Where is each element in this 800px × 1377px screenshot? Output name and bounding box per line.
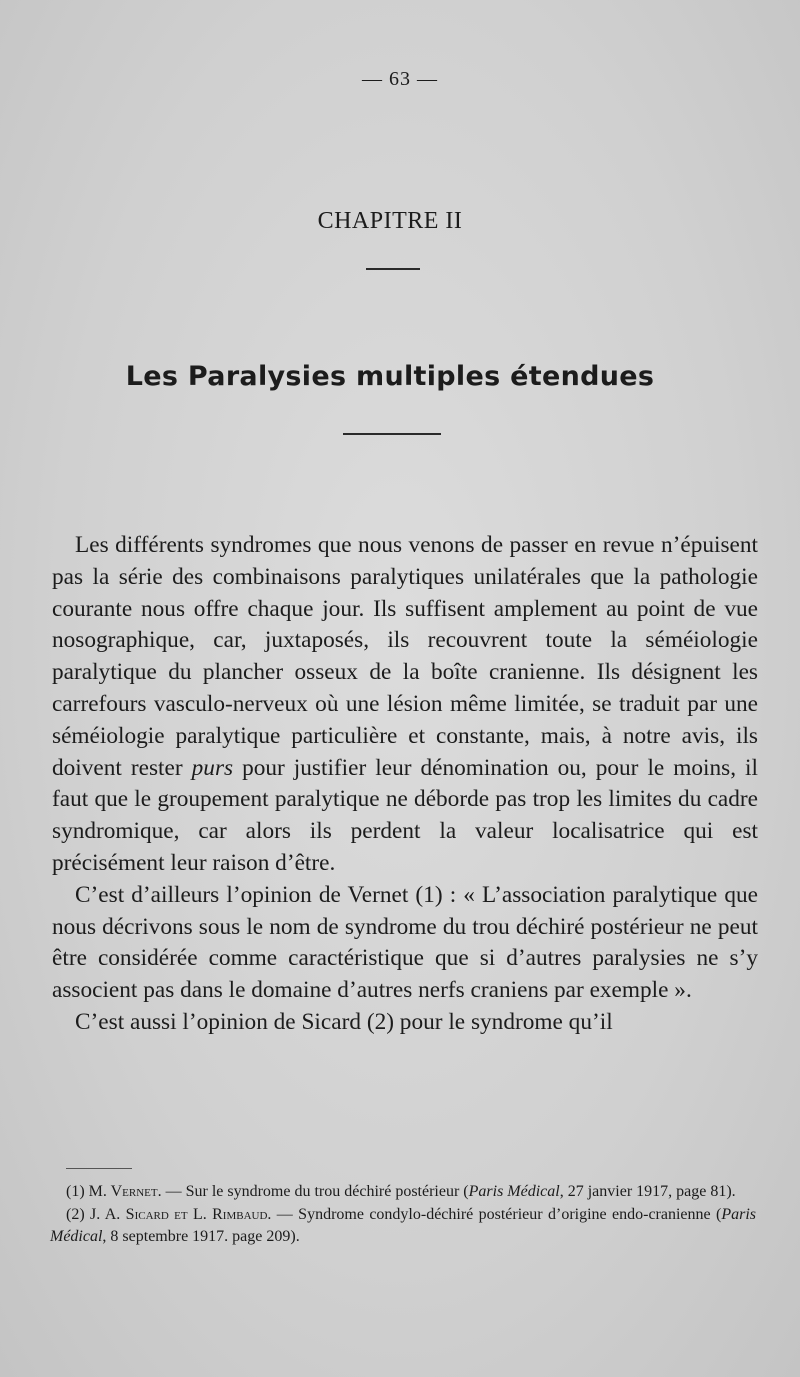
paragraph (52, 530, 758, 880)
paragraph-text: C’est aussi l’opinion de Sicard (2) pour le syndrome qu’il (75, 1008, 613, 1035)
paragraph-text: pour justifier leur dénomination ou, pour le moins, il faut que le groupement paralytique ne déborde pas trop les limites du cadre syndromique, car alors ils perdent la valeur localisatrice qui est précisément leur raison d’être. (52, 754, 759, 876)
footnote-number: (2) (66, 1205, 85, 1223)
footnote (50, 1181, 756, 1204)
paragraph (52, 1007, 758, 1039)
footnote-author: J. A. Sicard et L. Rimbaud. (90, 1205, 272, 1223)
paragraph-text: Les différents syndromes que nous venons de passer en revue n’épuisent pas la série des combinaisons paralytiques unilatérales que la pathologie courante nous offre chaque jour. Ils suffisent amplement au point de vue nosographique, car, juxtaposés, ils recouvrent toute la séméiologie paralytique du plancher osseux de la boîte cranienne. Ils désignent les carrefours vasculo-nerveux où une lésion même limitée, se traduit par une séméiologie paralytique particulière et constante, mais, à notre avis, ils doivent rester (52, 532, 758, 781)
paragraph-text: C’est d’ailleurs l’opinion de Vernet (1) : « L’association paralytique que nous décrivons sous le nom de syndrome du trou déchiré postérieur ne peut être considérée comme caractéristique que si d’autres paralysies ne s’y associent pas dans le domaine d’autres nerfs craniens par exemple ». (52, 881, 758, 1004)
title-divider (343, 433, 441, 435)
footnote-divider (66, 1168, 132, 1169)
footnote-text: , 27 janvier 1917, page 81). (559, 1183, 736, 1200)
footnote-journal: Paris Médical (468, 1183, 560, 1200)
chapter-divider (366, 268, 420, 270)
footnote-text: — Syndrome condylo-déchiré postérieur d’origine endo-cranienne ( (271, 1205, 722, 1223)
section-title: Les Paralysies multiples étendues (125, 361, 655, 392)
footnote-text: , 8 septembre 1917. page 209). (102, 1228, 300, 1245)
footnotes (50, 1181, 756, 1249)
chapter-heading: CHAPITRE II (317, 208, 463, 234)
emphasis-text: purs (191, 754, 234, 781)
paragraph (52, 880, 758, 1007)
footnote-journal: Paris Médical (50, 1205, 756, 1245)
body-text (52, 530, 758, 1039)
footnote-text: — Sur le syndrome du trou déchiré postérieur ( (161, 1183, 469, 1200)
footnote-number: (1) (66, 1183, 85, 1200)
footnote-author: M. Vernet. (88, 1183, 162, 1200)
page-number: — 63 — (362, 68, 438, 90)
footnote (50, 1204, 756, 1249)
